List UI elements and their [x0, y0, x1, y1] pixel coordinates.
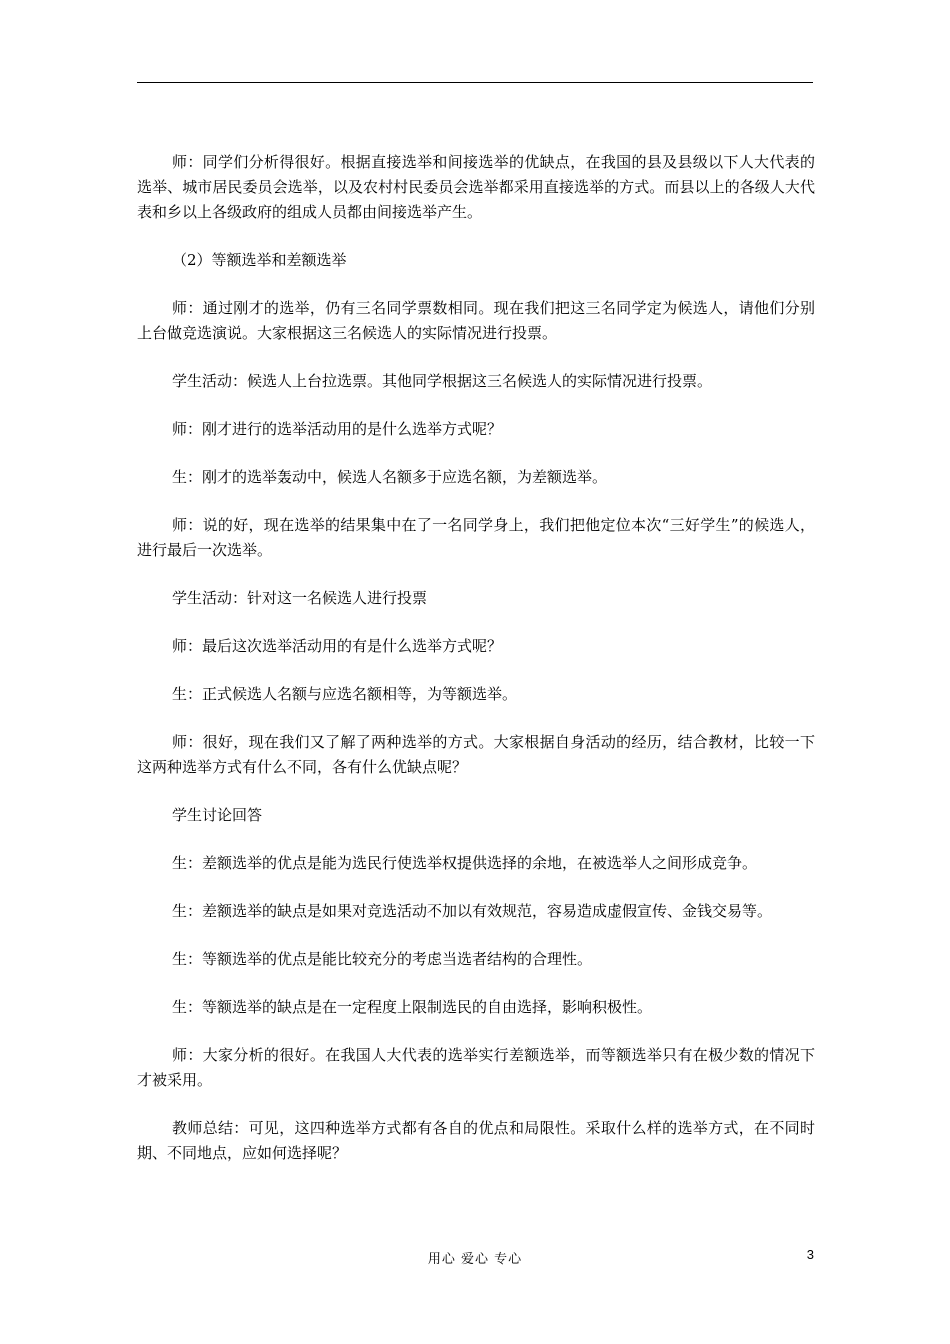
paragraph-18: 教师总结：可见，这四种选举方式都有各自的优点和局限性。采取什么样的选举方式，在不同时期、不同地点，应如何选择呢？ [137, 1119, 815, 1162]
paragraph-10: 生：正式候选人名额与应选名额相等，为等额选举。 [172, 685, 518, 703]
footer-motto: 用心 爱心 专心 [427, 1252, 523, 1267]
paragraph-3: 师：通过刚才的选举，仍有三名同学票数相同。现在我们把这三名同学定为候选人，请他们分别上台做竞选演说。大家根据这三名候选人的实际情况进行投票。 [137, 299, 815, 342]
section-heading-2: （2）等额选举和差额选举 [172, 251, 347, 269]
paragraph-1: 师：同学们分析得很好。根据直接选举和间接选举的优缺点，在我国的县及县级以下人大代表的选举、城市居民委员会选举，以及农村村民委员会选举都采用直接选举的方式。而县以上的各级人大代表和乡以上各级政府的组成人员都由间接选举产生。 [137, 153, 815, 221]
header-rule [137, 82, 813, 83]
paragraph-15: 生：等额选举的优点是能比较充分的考虑当选者结构的合理性。 [172, 950, 593, 968]
paragraph-6: 生：刚才的选举轰动中，候选人名额多于应选名额，为差额选举。 [172, 468, 608, 486]
paragraph-5: 师：刚才进行的选举活动用的是什么选举方式呢？ [172, 420, 503, 438]
paragraph-7: 师：说的好，现在选举的结果集中在了一名同学身上，我们把他定位本次“三好学生”的候选人，进行最后一次选举。 [137, 516, 815, 559]
page-number: 3 [806, 1247, 814, 1262]
paragraph-8: 学生活动：针对这一名候选人进行投票 [172, 589, 428, 607]
paragraph-17: 师：大家分析的很好。在我国人大代表的选举实行差额选举，而等额选举只有在极少数的情况下才被采用。 [137, 1046, 815, 1089]
paragraph-4: 学生活动：候选人上台拉选票。其他同学根据这三名候选人的实际情况进行投票。 [172, 372, 713, 390]
paragraph-16: 生：等额选举的缺点是在一定程度上限制选民的自由选择，影响积极性。 [172, 998, 653, 1016]
paragraph-13: 生：差额选举的优点是能为选民行使选举权提供选择的余地，在被选举人之间形成竞争。 [172, 854, 758, 872]
document-body [137, 150, 815, 1189]
paragraph-9: 师：最后这次选举活动用的有是什么选举方式呢？ [172, 637, 503, 655]
paragraph-14: 生：差额选举的缺点是如果对竞选活动不加以有效规范，容易造成虚假宣传、金钱交易等。 [172, 902, 773, 920]
paragraph-11: 师：很好，现在我们又了解了两种选举的方式。大家根据自身活动的经历，结合教材，比较一下这两种选举方式有什么不同，各有什么优缺点呢？ [137, 733, 815, 776]
paragraph-12: 学生讨论回答 [172, 806, 263, 824]
